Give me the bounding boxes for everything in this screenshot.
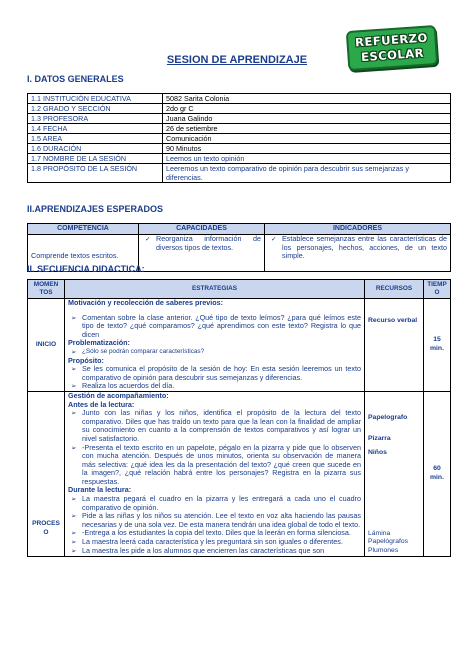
column-header: RECURSOS: [365, 280, 424, 299]
column-header: ESTRATEGIAS: [65, 280, 365, 299]
list-item: Realiza los acuerdos del día.: [82, 381, 175, 391]
capacidad-cell: [139, 235, 265, 272]
didactic-sequence-table: [27, 279, 451, 557]
list-item: -Entrega a los estudiantes la copia del texto. Diles que la leerán en forma silenciosa.: [82, 528, 351, 538]
section-heading-secuencia: II. SECUENCIA DIDACTICA:: [27, 264, 145, 274]
arrow-bullet-icon: ➢: [71, 382, 77, 391]
table-row: [28, 154, 451, 164]
table-row-inicio: [28, 299, 451, 392]
logo-line-2: ESCOLAR: [360, 45, 425, 65]
arrow-bullet-icon: ➢: [71, 546, 77, 555]
field-value: 2do gr C: [163, 104, 451, 114]
column-header: COMPETENCIA: [28, 224, 139, 235]
list-item: Pide a las niñas y los niños su atención. Lee el texto en voz alta haciendo las pausas necesarias y de una sola vez. De esta manera tendrán una idea global de todo el texto.: [82, 511, 361, 529]
checkmark-icon: ✓: [271, 235, 277, 243]
field-label: 1.3 PROFESORA: [28, 114, 163, 124]
field-label: 1.1 INSTITUCIÓN EDUCATIVA: [28, 94, 163, 104]
arrow-bullet-icon: ➢: [71, 512, 77, 521]
subheading: Gestión de acompañamiento:: [68, 390, 169, 400]
page-title: SESION DE APRENDIZAJE: [166, 54, 308, 66]
list-item: Se les comunica el propósito de la sesión de hoy: En esta sesión leeremos un texto comparativo de opinión para descubrir sus semejanzas y diferencias.: [82, 364, 361, 382]
subheading: Problematización:: [68, 338, 130, 348]
list-item: La maestra pegará el cuadro en la pizarra y les entregará a cada uno el cuadro comparativo de opinión.: [82, 494, 361, 512]
table-header-row: [28, 224, 451, 235]
table-row: [28, 124, 451, 134]
list-item: Comentan sobre la clase anterior. ¿Qué tipo de texto leímos? ¿para qué leímos este tipo de texto? ¿qué comparamos? ¿qué aprendimos con este texto? Registra lo que dicen: [82, 312, 361, 339]
subheading: Antes de la lectura:: [68, 399, 135, 409]
time-cell: 15 min.: [424, 299, 451, 392]
moment-label: PROCES O: [28, 391, 65, 556]
field-label: 1.8 PROPÓSITO DE LA SESIÓN: [28, 164, 163, 183]
field-label: 1.2 GRADO Y SECCIÓN: [28, 104, 163, 114]
field-value: Comunicación: [163, 134, 451, 144]
subheading: Durante la lectura:: [68, 485, 132, 495]
field-label: 1.7 NOMBRE DE LA SESIÓN: [28, 154, 163, 164]
strategies-cell: [65, 299, 365, 392]
arrow-bullet-icon: ➢: [71, 529, 77, 538]
strategies-cell: [65, 391, 365, 556]
competencia-cell: Comprende textos escritos.: [28, 235, 139, 272]
list-item: La maestra leerá cada característica y les preguntará sin son iguales o diferentes.: [82, 537, 343, 547]
field-value: Leemos un texto opinión: [163, 154, 451, 164]
resource-item: Lámina Papelógrafos Plumones: [368, 529, 409, 554]
indicador-text: Establece semejanzas entre las características de los personajes, hechos, acciones, de un texto simple.: [282, 234, 447, 260]
arrow-bullet-icon: ➢: [71, 538, 77, 547]
subheading: Motivación y recolección de saberes previos:: [68, 298, 223, 307]
indicador-cell: [265, 235, 451, 272]
field-label: 1.6 DURACIÓN: [28, 144, 163, 154]
list-item: ¿Sólo se podrán comparar características?: [82, 347, 205, 355]
checkmark-icon: ✓: [145, 235, 151, 243]
arrow-bullet-icon: ➢: [71, 495, 77, 504]
list-item: Junto con las niñas y los niños, identifica el propósito de la lectura del texto comparativo. Diles que has traído un texto para que la lean con la finalidad de ampliar su conocimiento en cuanto a la comprensión de textos comparativos y así lograr un nivel satisfactorio.: [82, 408, 361, 443]
subheading: Propósito:: [68, 355, 104, 365]
arrow-bullet-icon: ➢: [71, 443, 77, 452]
table-row: [28, 164, 451, 183]
arrow-bullet-icon: ➢: [71, 409, 77, 418]
list-item: -Presenta el texto escrito en un papelote, pégalo en la pizarra y pide que lo observen con mucha atención. Después de unos minutos, orienta su observación de manera más selectiva: ¿qué idea les da la presentación del texto? ¿qué creen que sucede en la imagen?, ¿qué relación habrá entre los personajes? Registra en la pizarra sus respuestas.: [82, 442, 361, 486]
column-header: MOMEN TOS: [28, 280, 65, 299]
section-heading-datos: I. DATOS GENERALES: [27, 74, 124, 84]
table-row: [28, 134, 451, 144]
resource-item: Papelografo: [368, 413, 408, 421]
column-header: CAPACIDADES: [139, 224, 265, 235]
section-heading-aprendizajes: II.APRENDIZAJES ESPERADOS: [27, 204, 164, 214]
time-cell: 60 min.: [424, 391, 451, 556]
field-value: 90 Minutos: [163, 144, 451, 154]
field-value: Juana Galindo: [163, 114, 451, 124]
column-header: INDICADORES: [265, 224, 451, 235]
table-header-row: [28, 280, 451, 299]
table-row: [28, 104, 451, 114]
capacidad-text: Reorganiza información de diversos tipos de textos.: [156, 234, 261, 252]
list-item: La maestra les pide a los alumnos que encierren las características que son: [82, 545, 325, 555]
field-label: 1.4 FECHA: [28, 124, 163, 134]
general-data-table: [27, 93, 451, 183]
resource-item: Niños: [368, 449, 387, 457]
table-row: [28, 144, 451, 154]
arrow-bullet-icon: ➢: [71, 313, 77, 322]
field-label: 1.5 AREA: [28, 134, 163, 144]
field-value: 5082 Sarita Colonia: [163, 94, 451, 104]
table-row-proceso: [28, 391, 451, 556]
field-value: Leeremos un texto comparativo de opinión para descubrir sus semejanzas y diferencias.: [163, 164, 451, 183]
resource-item: Pizarra: [368, 434, 391, 442]
table-row: [28, 94, 451, 104]
logo-line-1: REFUERZO: [354, 30, 429, 50]
arrow-bullet-icon: ➢: [71, 347, 77, 356]
arrow-bullet-icon: ➢: [71, 365, 77, 374]
moment-label: INICIO: [28, 299, 65, 392]
resources-cell: [365, 391, 424, 556]
field-value: 26 de setiembre: [163, 124, 451, 134]
column-header: TIEMP O: [424, 280, 451, 299]
table-row: [28, 114, 451, 124]
resources-cell: Recurso verbal: [365, 299, 424, 392]
